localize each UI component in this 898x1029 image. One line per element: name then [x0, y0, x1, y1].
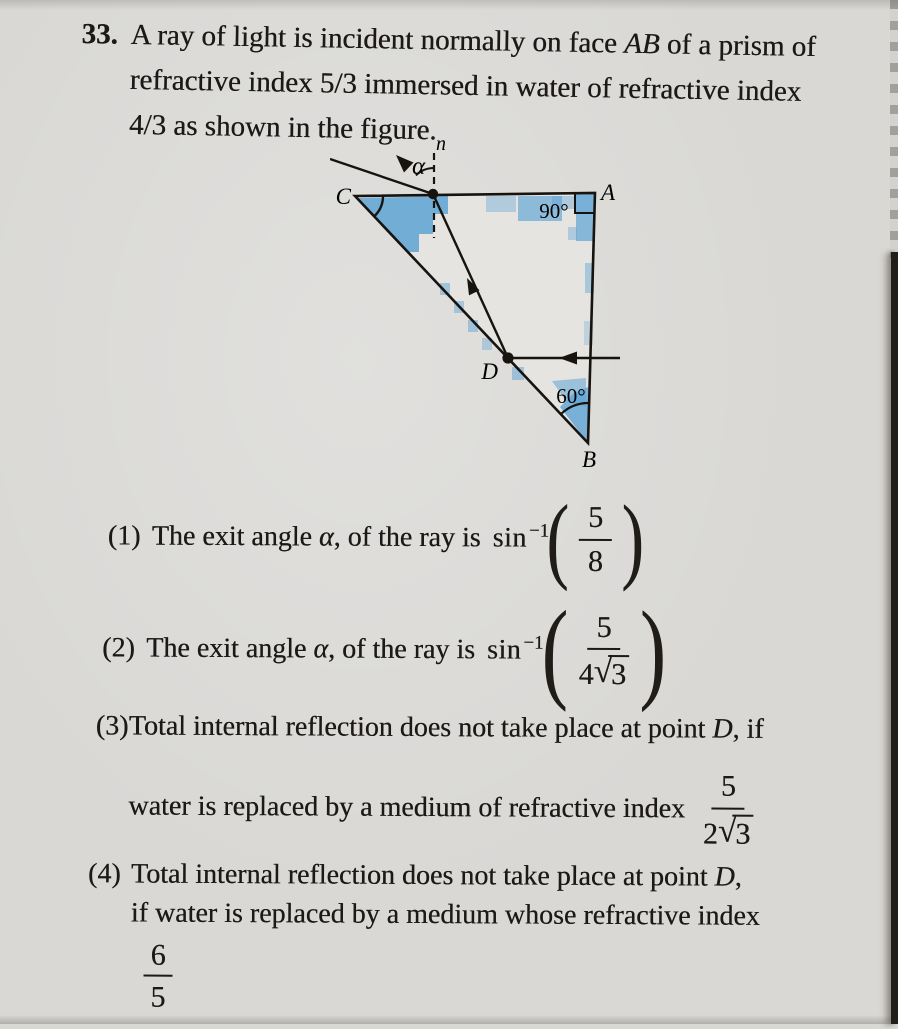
question-line-3: 4/3 as shown in the figure.	[129, 103, 898, 162]
option-3-number: (3)	[96, 710, 129, 742]
denominator-coefficient: 4	[579, 659, 594, 691]
vertex-B-label: B	[582, 447, 596, 472]
radicand: 3	[608, 655, 629, 691]
option-3-line-1-text	[129, 710, 764, 745]
option-3-text-b: , if	[732, 714, 763, 745]
option-3-line-2	[128, 766, 895, 851]
normal-label: n	[436, 135, 446, 155]
option-2-formula	[487, 610, 665, 692]
fraction-numerator: 5	[587, 610, 620, 650]
fraction-numerator: 5	[579, 501, 612, 541]
question-line-1-tail: of a prism of	[659, 28, 816, 63]
question-line-2: refractive index 5/3 immersed in water of refractive index	[129, 58, 898, 117]
option-3-line-1	[96, 710, 896, 746]
fraction-numerator: 6	[144, 940, 173, 977]
option-3-line-2-text: water is replaced by a medium of refractive index	[128, 791, 685, 826]
fraction-6-5	[143, 940, 172, 1013]
scan-edge-dark-band	[891, 252, 898, 1024]
option-4-text-a: Total internal reflection does not take place at point	[131, 858, 715, 892]
option-4-line-1	[88, 854, 896, 897]
option-4-line-2: if water is replaced by a medium whose refractive index	[131, 893, 896, 936]
vertex-C-label: C	[336, 184, 352, 209]
option-1-number: (1)	[108, 520, 152, 552]
option-1-alpha: α	[319, 521, 334, 552]
vertex-A-label: A	[599, 180, 616, 205]
option-4-line-1-text	[131, 854, 742, 896]
fraction-denominator	[703, 809, 754, 851]
fraction-5-4root3	[579, 610, 630, 691]
angle-A-value: 90°	[539, 199, 568, 223]
option-2-text	[146, 633, 475, 667]
question-number: 33.	[81, 12, 118, 58]
sin-function: sin	[493, 522, 527, 553]
option-4-text-b: ,	[735, 862, 742, 893]
option-4	[87, 854, 896, 1016]
scan-edge-speckle	[890, 0, 898, 258]
option-2-alpha: α	[313, 633, 328, 664]
fraction-denominator	[579, 650, 630, 692]
option-1-text-b: , of the ray is	[334, 522, 481, 554]
question-line-1-text: A ray of light is incident normally on face	[130, 19, 624, 60]
option-2-number: (2)	[102, 632, 146, 664]
option-2-text-a: The exit angle	[146, 633, 313, 665]
option-3-text-a: Total internal reflection does not take place at point	[129, 710, 713, 744]
inverse-exponent: −1	[529, 520, 549, 541]
option-4-number: (4)	[88, 854, 131, 893]
option-1-text	[152, 521, 481, 555]
radicand: 3	[732, 814, 753, 850]
inverse-exponent: −1	[523, 632, 543, 653]
fraction-5-2root3	[703, 769, 754, 850]
fraction-denominator: 8	[588, 540, 603, 577]
option-1-formula	[492, 500, 642, 577]
sin-function: sin	[487, 634, 521, 665]
option-3-point-D: D	[712, 714, 732, 745]
option-1-text-a: The exit angle	[152, 521, 319, 553]
fraction-denominator: 5	[150, 976, 165, 1013]
option-4-point-D: D	[714, 862, 734, 893]
fraction-numerator: 5	[712, 770, 745, 810]
denominator-coefficient: 2	[703, 818, 718, 850]
alpha-label: α	[412, 153, 426, 180]
option-2-text-b: , of the ray is	[328, 634, 475, 666]
option-2	[102, 592, 665, 707]
option-3	[95, 710, 896, 851]
face-ab-label: AB	[624, 28, 660, 61]
point-D-label: D	[480, 359, 498, 384]
fraction-5-8	[579, 501, 612, 577]
option-1	[108, 484, 643, 591]
radical-sign: √	[594, 654, 613, 689]
radical-sign: √	[718, 813, 737, 848]
angle-B-value: 60°	[556, 384, 585, 408]
